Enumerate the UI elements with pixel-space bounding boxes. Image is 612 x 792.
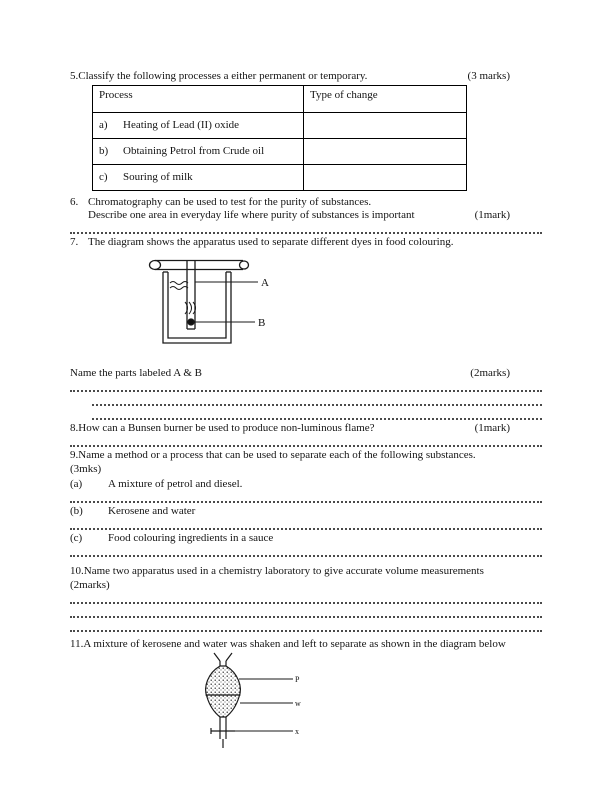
question-9-marks: (3mks) xyxy=(70,463,102,475)
question-5-text: 5.Classify the following processes a either permanent or temporary. xyxy=(70,70,368,82)
question-10-marks: (2marks) xyxy=(70,579,110,591)
table-row xyxy=(93,113,467,139)
label-b: B xyxy=(258,317,266,329)
answer-line xyxy=(70,545,542,557)
question-6 xyxy=(70,196,542,234)
question-7-marks: (2marks) xyxy=(470,367,510,379)
answer-line xyxy=(70,435,542,447)
process-text: Obtaining Petrol from Crude oil xyxy=(123,145,265,157)
q5-table xyxy=(92,85,467,191)
table-cell-type-of-change xyxy=(304,139,467,165)
question-9-item-a: (a) A mixture of petrol and diesel. xyxy=(70,478,243,490)
table-header-process: Process xyxy=(93,86,304,113)
row-label: a) xyxy=(99,119,108,131)
answer-line xyxy=(70,592,542,604)
solvent-level xyxy=(170,282,188,285)
question-9-item-b: (b) Kerosene and water xyxy=(70,505,196,517)
funnel-bulb xyxy=(206,666,241,717)
rod-end-left xyxy=(150,261,161,270)
table-cell-type-of-change xyxy=(304,165,467,191)
answer-line xyxy=(70,222,542,234)
question-7-text: 7. The diagram shows the apparatus used to separate different dyes in food colouring. xyxy=(70,236,454,248)
table-header-row xyxy=(93,86,467,113)
answer-line xyxy=(92,394,542,406)
process-text: Souring of milk xyxy=(123,171,193,183)
question-6-line2: Describe one area in everyday life where purity of substances is important (1mark) xyxy=(70,209,542,222)
question-7-number: 7. xyxy=(70,236,79,248)
label-top: P xyxy=(295,675,300,684)
question-9 xyxy=(70,449,542,557)
answer-line xyxy=(92,408,542,420)
table-header-type-of-change: Type of change xyxy=(304,86,467,113)
question-6-marks: (1mark) xyxy=(474,209,510,221)
question-6-number: 6. xyxy=(70,196,79,208)
question-5-marks: (3 marks) xyxy=(467,70,510,82)
table-cell-process xyxy=(93,113,304,139)
table-cell-process xyxy=(93,165,304,191)
jar-outline xyxy=(163,272,231,343)
answer-line xyxy=(70,491,542,503)
chromatography-diagram xyxy=(148,253,542,357)
question-8 xyxy=(70,422,542,447)
process-text: Heating of Lead (II) oxide xyxy=(123,119,240,131)
rod-end-right xyxy=(240,261,249,269)
table-row xyxy=(93,165,467,191)
dye-spot xyxy=(188,319,194,325)
question-7 xyxy=(70,236,542,420)
question-11 xyxy=(70,638,542,757)
question-10 xyxy=(70,565,542,632)
separating-funnel-svg xyxy=(198,651,318,753)
answer-line xyxy=(70,518,542,530)
chromatography-diagram-svg xyxy=(148,253,338,353)
label-bottom: x xyxy=(295,727,299,736)
answer-line xyxy=(70,606,542,618)
question-11-text: 11.A mixture of kerosene and water was shaken and left to separate as shown in the diagram below xyxy=(70,638,506,650)
separating-funnel-diagram xyxy=(198,651,542,757)
row-label: c) xyxy=(99,171,108,183)
answer-line xyxy=(70,620,542,632)
label-middle: w xyxy=(295,699,301,708)
table-row xyxy=(93,139,467,165)
answer-line xyxy=(70,380,542,392)
question-8-marks: (1mark) xyxy=(474,422,510,434)
table-cell-process xyxy=(93,139,304,165)
question-6-line1: 6. Chromatography can be used to test for the purity of substances. xyxy=(70,196,372,208)
funnel-mouth xyxy=(214,653,232,661)
question-7-prompt: Name the parts labeled A & B (2marks) xyxy=(70,367,542,380)
question-9-text: 9.Name a method or a process that can be used to separate each of the following substances. xyxy=(70,449,476,461)
question-9-item-c: (c) Food colouring ingredients in a sauce xyxy=(70,532,274,544)
question-8-text: 8.How can a Bunsen burner be used to produce non-luminous flame? xyxy=(70,422,375,434)
question-10-text: 10.Name two apparatus used in a chemistry laboratory to give accurate volume measurements xyxy=(70,565,484,577)
label-a: A xyxy=(261,277,269,289)
table-cell-type-of-change xyxy=(304,113,467,139)
question-5 xyxy=(70,70,542,83)
row-label: b) xyxy=(99,145,109,157)
